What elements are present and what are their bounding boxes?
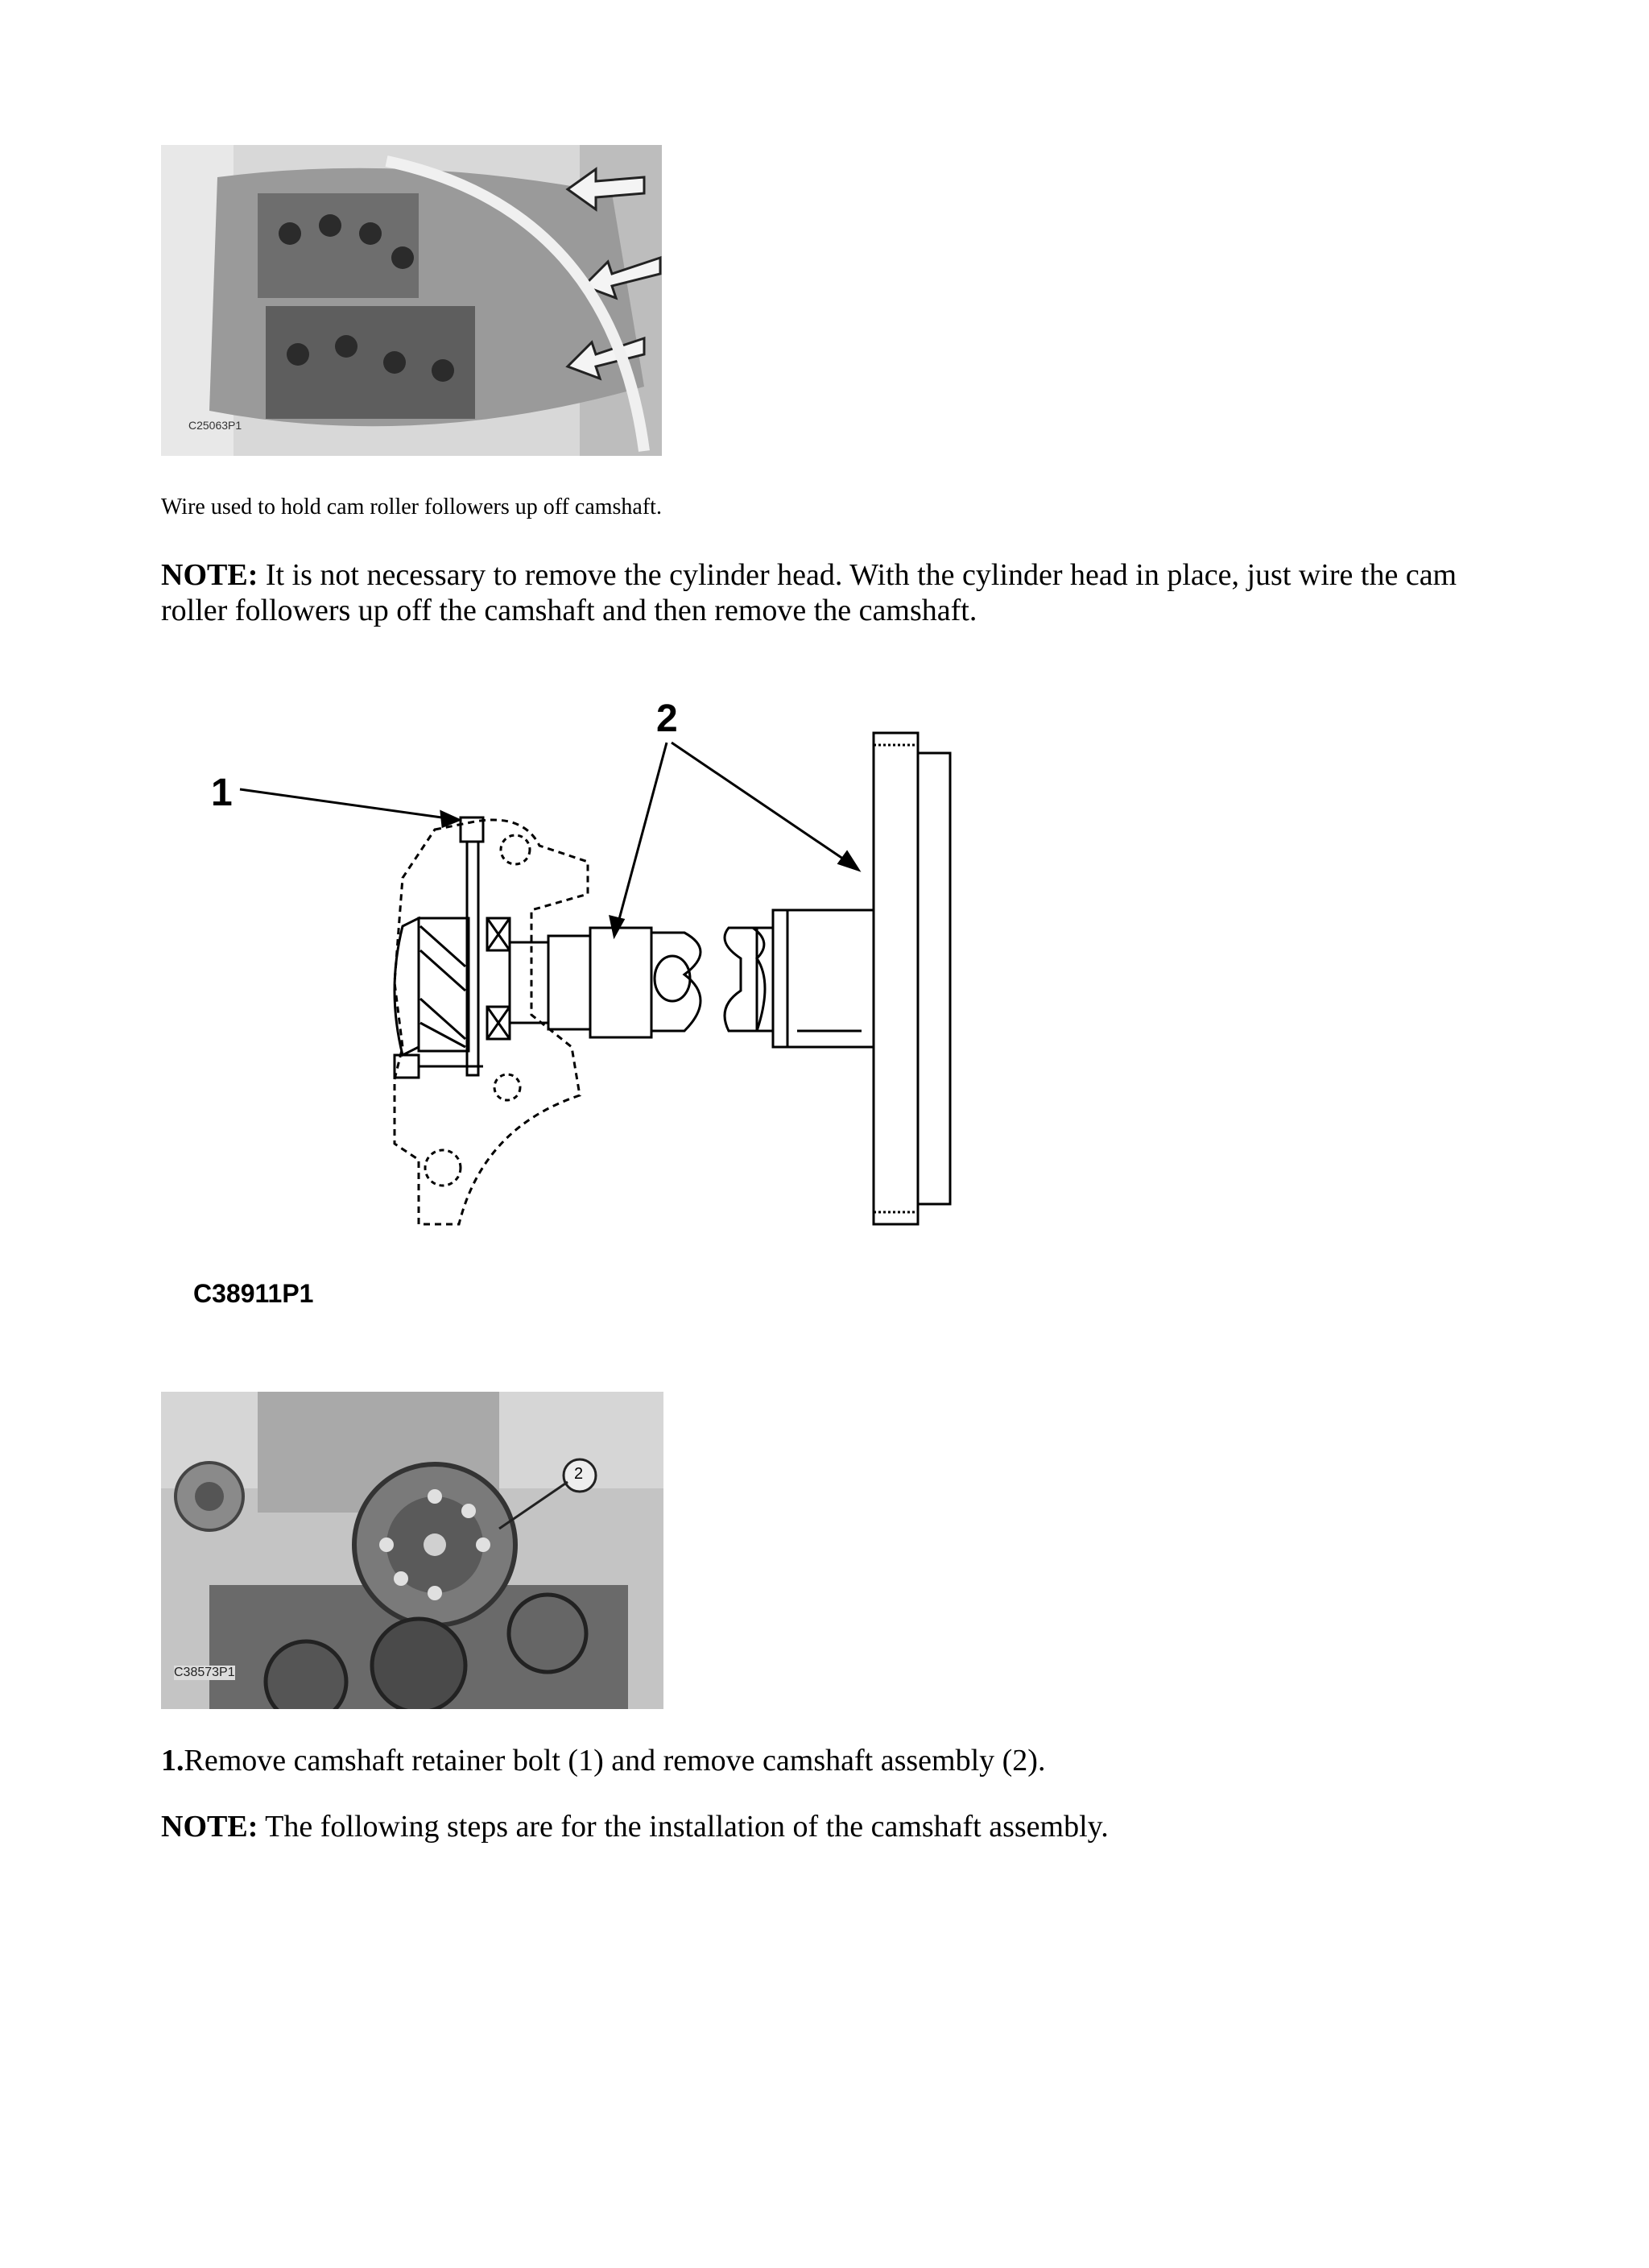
- camshaft-diagram: [161, 677, 998, 1345]
- note-paragraph: [161, 557, 1498, 628]
- step-paragraph: [161, 1743, 1498, 1778]
- figure-code-label: C38911P1: [193, 1279, 314, 1308]
- figure-code-label: C38573P1: [174, 1666, 235, 1679]
- gear-train-photo: [161, 1392, 663, 1709]
- callout-2: 2: [656, 697, 678, 740]
- note-paragraph: [161, 1809, 1498, 1844]
- cylinder-head-photo: [161, 145, 662, 456]
- note-label: NOTE:: [161, 1810, 258, 1844]
- figure-caption: Wire used to hold cam roller followers up off camshaft.: [161, 495, 662, 519]
- callout-2: 2: [574, 1465, 584, 1483]
- note-text: It is not necessary to remove the cylinder head. With the cylinder head in place, just wire the cam roller followers up off the camshaft and then remove the camshaft.: [161, 558, 1457, 627]
- figure-code-label: C25063P1: [188, 419, 242, 432]
- note-label: NOTE:: [161, 558, 258, 592]
- note-text: The following steps are for the installation of the camshaft assembly.: [258, 1810, 1109, 1844]
- step-text: Remove camshaft retainer bolt (1) and remove camshaft assembly (2).: [184, 1744, 1046, 1778]
- callout-1: 1: [211, 772, 233, 814]
- step-number: 1.: [161, 1744, 184, 1778]
